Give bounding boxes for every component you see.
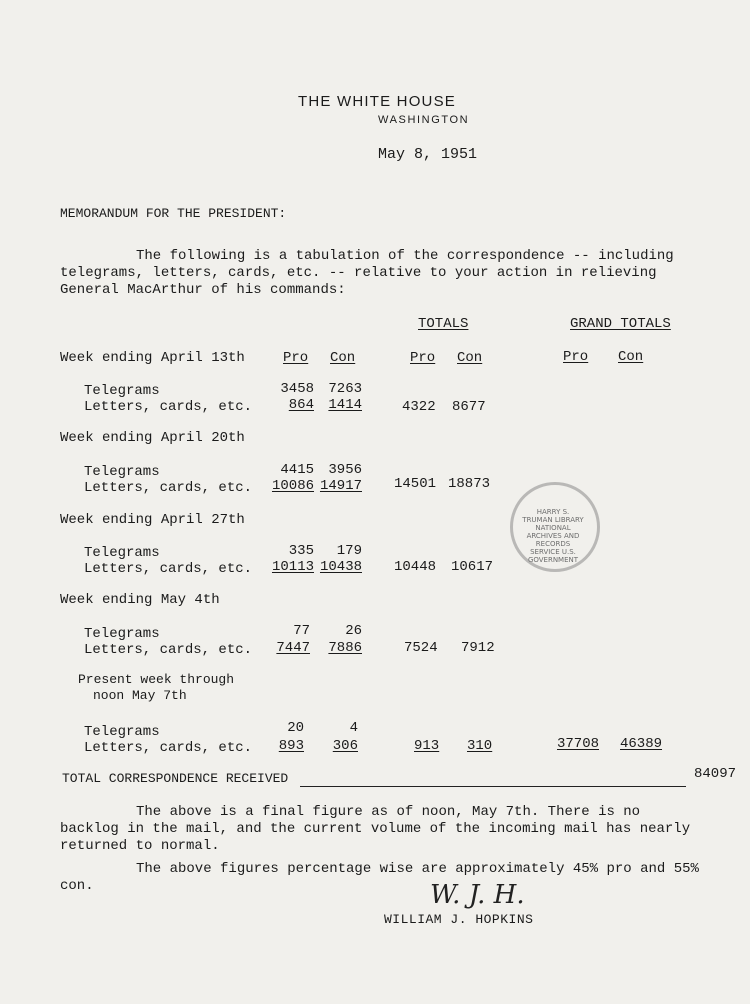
- totals-pro-header: Pro: [410, 350, 436, 366]
- memo-addressee: MEMORANDUM FOR THE PRESIDENT:: [60, 206, 287, 221]
- letters-pro: 10113: [271, 559, 314, 575]
- total-correspondence-label: TOTAL CORRESPONDENCE RECEIVED: [62, 771, 289, 786]
- item-letters: Letters, cards, etc.: [84, 740, 253, 756]
- week-label: Week ending April 13th: [60, 350, 245, 366]
- letters-con: 7886: [328, 640, 362, 656]
- totals-con-header: Con: [457, 350, 483, 366]
- total-pro: 14501: [394, 476, 437, 492]
- con-column-header: Con: [330, 350, 356, 366]
- letterhead-subtitle: WASHINGTON: [378, 114, 470, 126]
- total-con: 7912: [461, 640, 495, 656]
- item-telegrams: Telegrams: [84, 383, 160, 399]
- item-telegrams: Telegrams: [84, 464, 160, 480]
- total-con: 18873: [448, 476, 491, 492]
- total-pro: 913: [414, 738, 440, 754]
- telegrams-pro: 20: [287, 720, 304, 736]
- total-correspondence-value: 84097: [694, 766, 737, 782]
- item-telegrams: Telegrams: [84, 626, 160, 642]
- telegrams-pro: 3458: [280, 381, 314, 397]
- letters-con: 10438: [319, 559, 362, 575]
- handwritten-initials: W. J. H.: [430, 880, 525, 910]
- grand-total-con: 46389: [620, 736, 663, 752]
- letters-pro: 864: [288, 397, 314, 413]
- totals-header: TOTALS: [418, 316, 469, 332]
- letters-pro: 10086: [271, 478, 314, 494]
- intro-text: The following is a tabulation of the correspondence -- including telegrams, letters, cards, etc. -- relative to your action in relieving General MacArthur of his commands:: [60, 248, 674, 298]
- week-label: Week ending April 20th: [60, 430, 245, 446]
- letters-pro: 893: [278, 738, 304, 754]
- telegrams-con: 4: [349, 720, 358, 736]
- week-label: Present week through: [78, 672, 235, 687]
- total-leader-line: [300, 786, 686, 787]
- total-pro: 10448: [394, 559, 437, 575]
- week-label-line2: noon May 7th: [93, 688, 187, 703]
- telegrams-con: 179: [336, 543, 362, 559]
- total-con: 8677: [452, 399, 486, 415]
- item-letters: Letters, cards, etc.: [84, 642, 253, 658]
- intro-paragraph: [60, 248, 700, 299]
- telegrams-pro: 335: [288, 543, 314, 559]
- closing-paragraph-1: [60, 804, 700, 855]
- telegrams-con: 3956: [328, 462, 362, 478]
- memo-date: May 8, 1951: [378, 146, 478, 163]
- letters-con: 14917: [319, 478, 362, 494]
- letters-con: 306: [332, 738, 358, 754]
- grand-con-header: Con: [618, 349, 644, 365]
- item-letters: Letters, cards, etc.: [84, 561, 253, 577]
- closing-paragraph-2: [60, 861, 700, 895]
- item-telegrams: Telegrams: [84, 545, 160, 561]
- telegrams-pro: 77: [293, 623, 310, 639]
- closing-text-2: The above figures percentage wise are approximately 45% pro and 55% con.: [60, 861, 699, 894]
- grand-totals-header: GRAND TOTALS: [570, 316, 671, 332]
- pro-column-header: Pro: [283, 350, 309, 366]
- archive-seal-text: HARRY S. TRUMAN LIBRARY NATIONAL ARCHIVES AND RECORDS SERVICE U.S. GOVERNMENT: [522, 508, 584, 564]
- letters-con: 1414: [328, 397, 362, 413]
- closing-text-1: The above is a final figure as of noon, May 7th. There is no backlog in the mail, and the current volume of the incoming mail has nearly returned to normal.: [60, 804, 691, 854]
- total-pro: 4322: [402, 399, 436, 415]
- item-telegrams: Telegrams: [84, 724, 160, 740]
- signer-name: WILLIAM J. HOPKINS: [384, 912, 534, 927]
- letterhead-title: THE WHITE HOUSE: [298, 93, 457, 110]
- item-letters: Letters, cards, etc.: [84, 399, 253, 415]
- total-con: 310: [467, 738, 493, 754]
- week-label: Week ending April 27th: [60, 512, 245, 528]
- grand-pro-header: Pro: [563, 349, 589, 365]
- total-pro: 7524: [404, 640, 438, 656]
- week-label: Week ending May 4th: [60, 592, 220, 608]
- letters-pro: 7447: [276, 640, 310, 656]
- telegrams-con: 26: [345, 623, 362, 639]
- total-con: 10617: [451, 559, 494, 575]
- item-letters: Letters, cards, etc.: [84, 480, 253, 496]
- telegrams-con: 7263: [328, 381, 362, 397]
- telegrams-pro: 4415: [280, 462, 314, 478]
- grand-total-pro: 37708: [557, 736, 600, 752]
